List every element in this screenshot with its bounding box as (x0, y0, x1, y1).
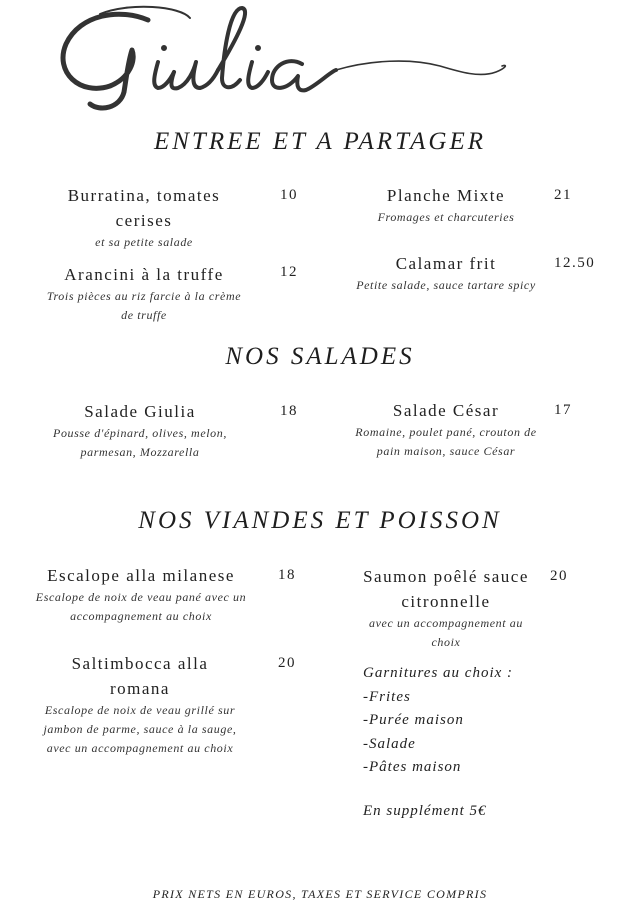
menu-item (346, 251, 546, 295)
item-price: 21 (554, 187, 572, 203)
garniture-item: -Frites (363, 688, 411, 705)
menu-item (346, 398, 546, 461)
menu-item (44, 262, 244, 325)
item-price: 20 (278, 655, 296, 671)
footer-note: PRIX NETS EN EUROS, TAXES ET SERVICE COMPRIS (152, 887, 488, 901)
item-price: 17 (554, 402, 572, 418)
item-desc: avec un accompagnement au choix (369, 616, 523, 649)
item-name: Planche Mixte (386, 186, 506, 205)
item-price: 20 (550, 568, 568, 584)
garnitures-list (363, 662, 583, 780)
item-desc: Trois pièces au riz farcie à la crème de truffe (46, 289, 242, 322)
item-desc: et sa petite salade (95, 235, 193, 249)
garnitures-title: Garnitures au choix : (363, 665, 514, 681)
script-logo-icon (40, 0, 520, 115)
item-desc: Romaine, poulet pané, crouton de pain maison, sauce César (355, 425, 537, 458)
item-desc: Fromages et charcuteries (377, 210, 515, 224)
menu-item (44, 183, 244, 252)
garniture-item: -Pâtes maison (363, 759, 462, 775)
menu-item (40, 399, 240, 462)
item-price: 10 (280, 187, 298, 203)
item-price: 12.50 (554, 255, 596, 271)
item-desc: Pousse d'épinard, olives, melon, parmesan, Mozzarella (53, 426, 227, 459)
item-price: 18 (280, 403, 298, 419)
menu-item (40, 651, 240, 758)
item-price: 12 (280, 264, 298, 280)
section-title-salades: NOS SALADES (225, 343, 415, 370)
garniture-item: -Salade (363, 735, 416, 752)
section-title-viandes: NOS VIANDES ET POISSON (138, 507, 502, 534)
item-name: Burratina, tomates cerises (67, 186, 221, 230)
item-desc: Petite salade, sauce tartare spicy (356, 278, 536, 292)
item-name: Escalope alla milanese (47, 566, 235, 585)
item-name: Calamar frit (395, 254, 497, 273)
menu-item (346, 183, 546, 227)
item-name: Salade Giulia (84, 402, 196, 421)
item-desc: Escalope de noix de veau grillé sur jambon de parme, sauce à la sauge, avec un accompagnement au choix (43, 703, 237, 755)
item-name: Salade César (392, 401, 500, 420)
item-name: Saumon poêlé sauce citronnelle (363, 567, 529, 611)
supplement-note: En supplément 5€ (363, 803, 487, 819)
giulia-logo (40, 0, 520, 115)
item-name: Arancini à la truffe (64, 265, 224, 284)
menu-item (30, 563, 252, 626)
garniture-item: -Purée maison (363, 712, 464, 728)
item-price: 18 (278, 567, 296, 583)
section-title-entrees: ENTREE ET A PARTAGER (153, 128, 486, 155)
item-desc: Escalope de noix de veau pané avec un accompagnement au choix (35, 590, 247, 623)
item-name: Saltimbocca alla romana (71, 654, 209, 698)
menu-item (360, 564, 532, 652)
